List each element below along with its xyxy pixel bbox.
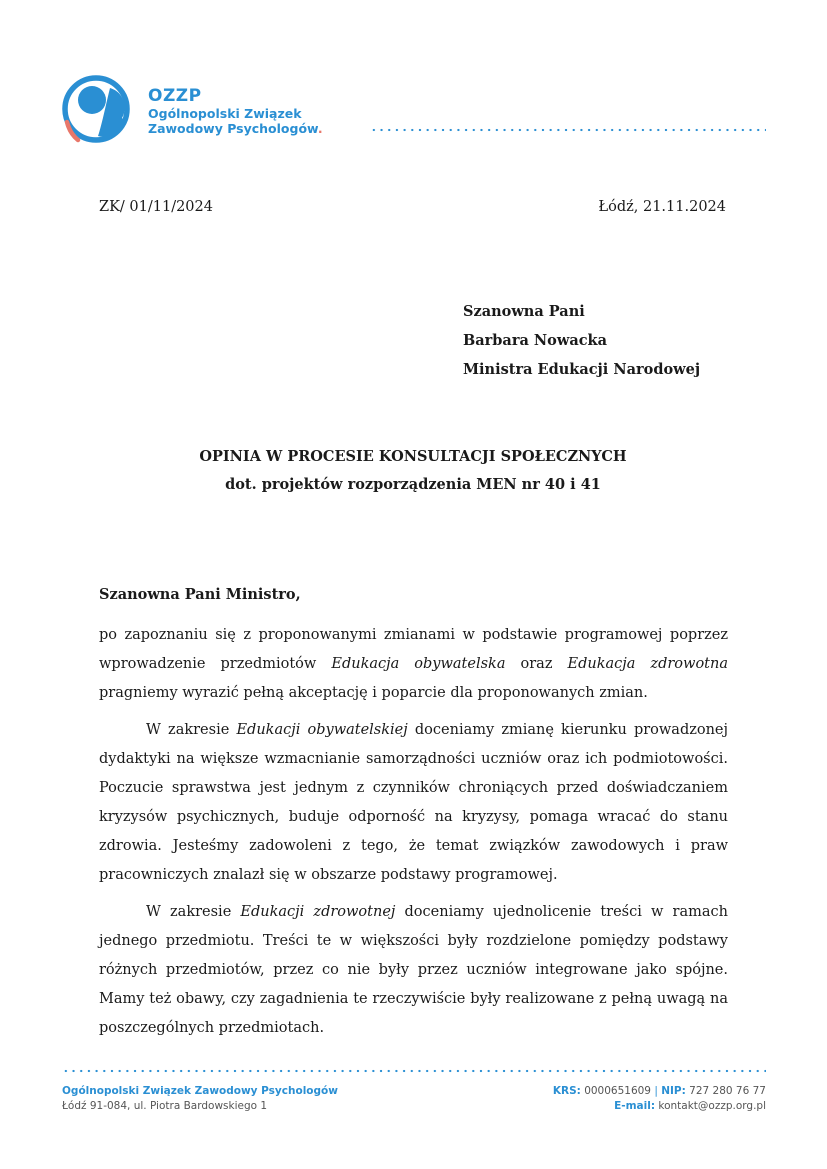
title-line-1: OPINIA W PROCESIE KONSULTACJI SPOŁECZNYCH xyxy=(199,448,627,465)
footer-right xyxy=(553,1084,766,1114)
krs-value: 0000651609 xyxy=(584,1085,651,1097)
title-line-2: dot. projektów rozporządzenia MEN nr 40 i 41 xyxy=(225,476,601,493)
org-name: Ogólnopolski Związek Zawodowy Psychologów xyxy=(62,1085,338,1097)
addressee-line: Ministra Edukacji Narodowej xyxy=(463,361,701,378)
italic-subject: Edukacja obywatelska xyxy=(331,656,506,672)
separator: | xyxy=(654,1085,658,1097)
document-title xyxy=(99,447,727,503)
text-run: pragniemy wyrazić pełną akceptację i poparcie dla proponowanych zmian. xyxy=(99,685,648,701)
paragraph-1 xyxy=(99,621,728,708)
logo-line-2 xyxy=(148,121,323,136)
logo-head-icon xyxy=(62,74,138,148)
footer-left xyxy=(62,1084,338,1114)
footer-registry-line xyxy=(553,1084,766,1099)
addressee-block xyxy=(463,302,700,389)
paragraph-3 xyxy=(99,898,728,1043)
paragraph-2 xyxy=(99,716,728,890)
nip-label: NIP: xyxy=(661,1085,686,1097)
footer-org-name xyxy=(62,1084,338,1099)
krs-label: KRS: xyxy=(552,1085,581,1097)
logo-text xyxy=(148,86,323,136)
addressee-line: Barbara Nowacka xyxy=(463,332,607,349)
logo-line-1: Ogólnopolski Związek xyxy=(148,106,302,121)
italic-subject: Edukacja zdrowotna xyxy=(567,656,728,672)
reference-number: ZK/ 01/11/2024 xyxy=(99,199,213,215)
logo-abbreviation: OZZP xyxy=(148,86,202,106)
nip-value: 727 280 76 77 xyxy=(689,1085,766,1097)
email-link[interactable]: kontakt@ozzp.org.pl xyxy=(658,1100,766,1112)
text-run: W zakresie xyxy=(146,904,241,920)
italic-subject: Edukacji zdrowotnej xyxy=(240,904,396,920)
logo-dot: . xyxy=(317,121,323,136)
text-run: po zapoznaniu się z proponowanymi zmianami w podstawie programowej poprzez wprowadzenie przedmiotów xyxy=(99,627,728,672)
footer-address: Łódź 91-084, ul. Piotra Bardowskiego 1 xyxy=(62,1100,268,1112)
header-dotted-divider xyxy=(370,128,766,132)
text-run: doceniamy zmianę kierunku prowadzonej dydaktyki na większe wzmacnianie samorządności uczniów oraz ich podmiotowości. Poczucie sprawstwa jest jednym z czynników chroniących przed doświadczaniem kryzysów psychicznych, buduje odporność na kryzysy, pomaga wracać do stanu zdrowia. Jesteśmy zadowoleni z tego, że temat związków zawodowych i praw pracowniczych znalazł się w obszarze podstawy programowej. xyxy=(99,722,729,883)
letter-body xyxy=(99,621,728,1051)
footer-dotted-divider xyxy=(62,1069,766,1073)
text-run: doceniamy ujednolicenie treści w ramach jednego przedmiotu. Treści te w większości były rozdzielone pomiędzy podstawy różnych przedmiotów, przez co nie były przez uczniów integrowane jako spójne. Mamy też obawy, czy zagadnienia te rzeczywiście były realizowane z pełną uwagą na poszczególnych przedmiotach. xyxy=(99,904,728,1036)
logo xyxy=(62,74,392,148)
salutation: Szanowna Pani Ministro, xyxy=(99,586,301,603)
addressee-line: Szanowna Pani xyxy=(463,303,585,320)
italic-subject: Edukacji obywatelskiej xyxy=(236,722,408,738)
text-run: oraz xyxy=(505,656,568,672)
logo-line-2-text: Zawodowy Psychologów xyxy=(148,121,318,136)
text-run: W zakresie xyxy=(146,722,237,738)
footer-email-line xyxy=(553,1099,766,1114)
place-date: Łódź, 21.11.2024 xyxy=(598,199,726,215)
email-label: E-mail: xyxy=(614,1100,656,1112)
